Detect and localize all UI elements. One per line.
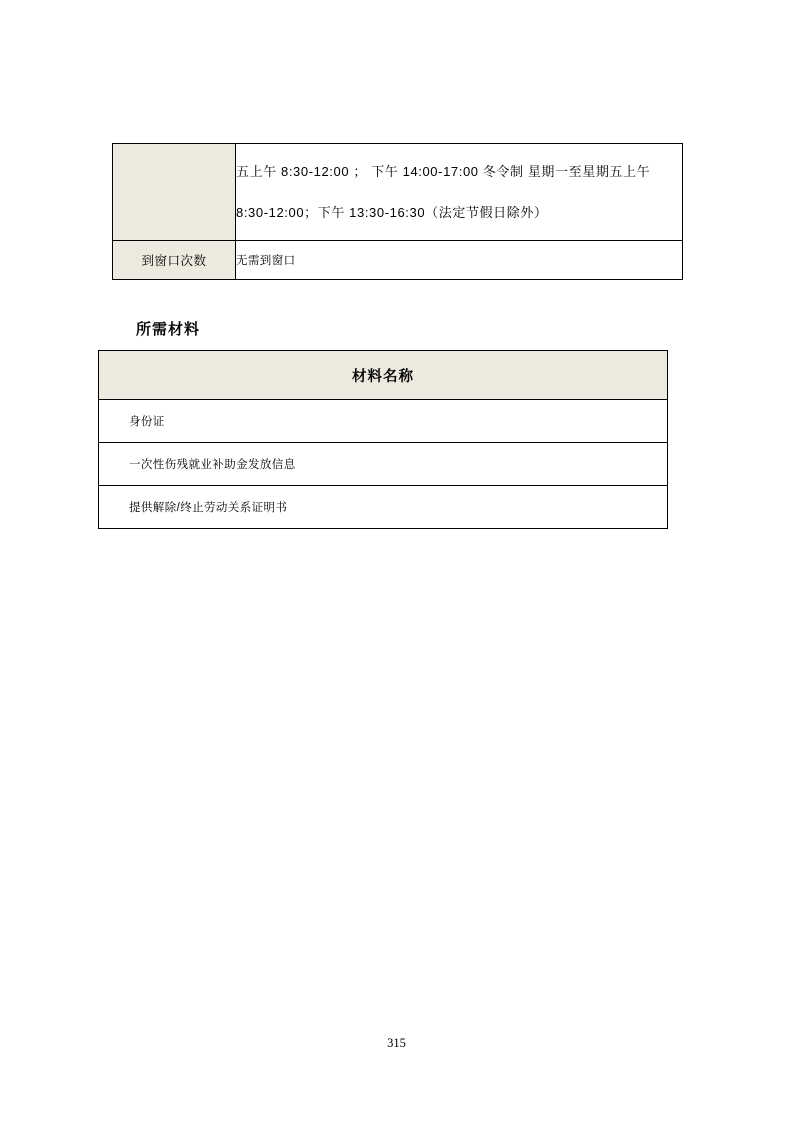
page-number: 315 xyxy=(387,1036,406,1050)
page-title: 所需材料 xyxy=(136,321,201,338)
material-item-1: 身份证 xyxy=(99,400,668,443)
schedule-table xyxy=(112,143,683,280)
table-row xyxy=(99,486,668,529)
window-visits-value-cell xyxy=(236,241,683,280)
schedule-hours-label-cell xyxy=(113,144,236,241)
schedule-hours-line-1: 五上午 8:30-12:00 ； 下午 14:00-17:00 冬令制 星期一至星期五上午 xyxy=(236,163,651,179)
window-visits-label: 到窗口次数 xyxy=(113,241,236,280)
table-row xyxy=(113,144,683,241)
table-row xyxy=(99,443,668,486)
window-visits-value: 无需到窗口 xyxy=(236,255,296,267)
materials-column-header: 材料名称 xyxy=(99,351,668,400)
schedule-hours-value-cell xyxy=(236,144,683,241)
table-row xyxy=(99,400,668,443)
table-header-row xyxy=(99,351,668,400)
table-row xyxy=(113,241,683,280)
material-item-2: 一次性伤残就业补助金发放信息 xyxy=(99,443,668,486)
schedule-hours-line-2: 8:30-12:00；下午 13:30-16:30（法定节假日除外） xyxy=(236,205,548,220)
materials-table xyxy=(98,350,668,529)
material-item-3: 提供解除/终止劳动关系证明书 xyxy=(99,486,668,529)
